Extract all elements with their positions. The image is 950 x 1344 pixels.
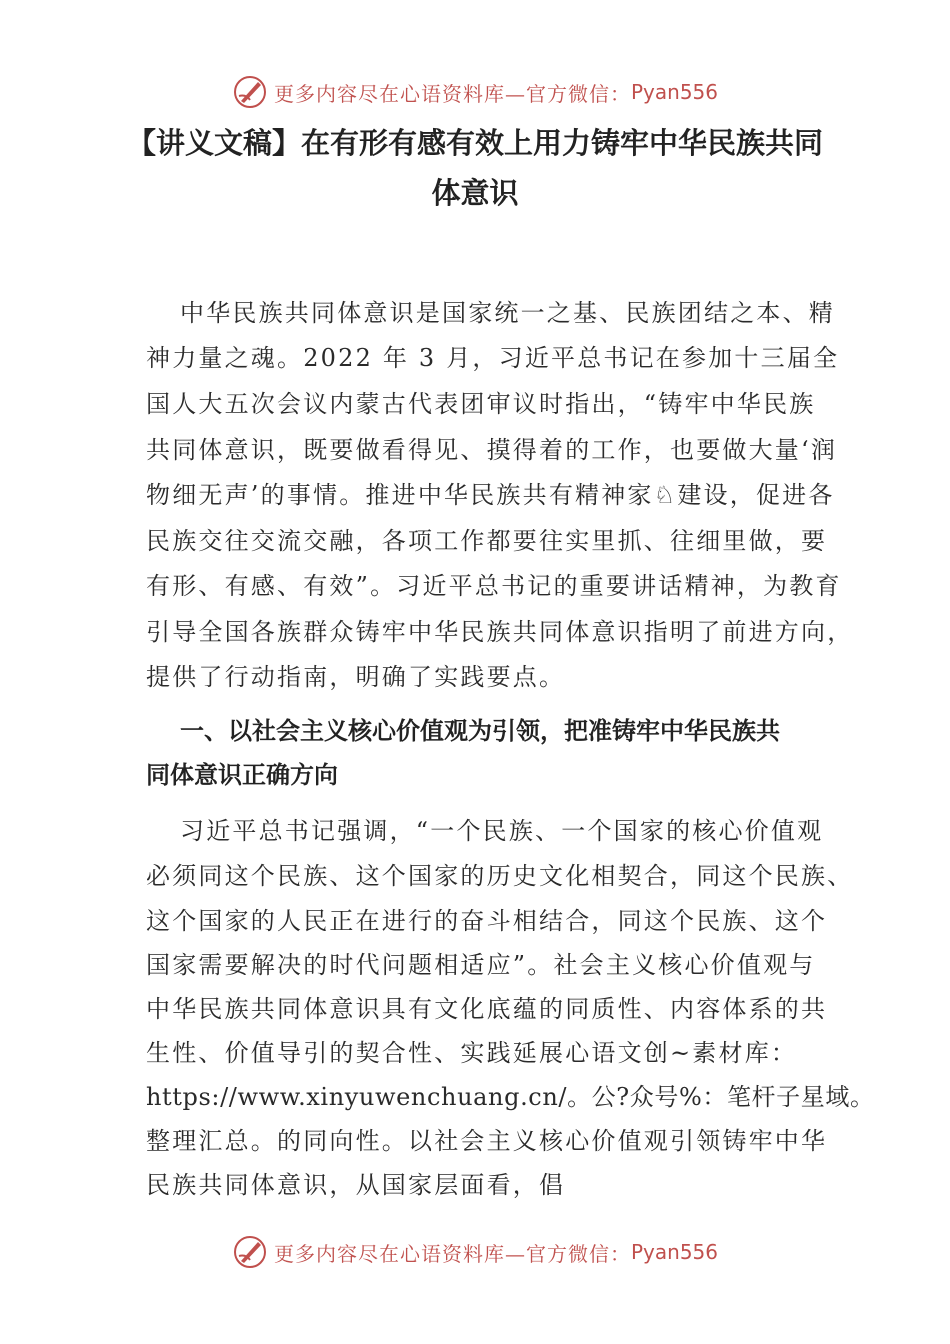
banner-wechat-id: Pyan556 [630,1240,718,1264]
quill-pen-icon [232,1234,268,1270]
text-line: 民族交往交流交融，各项工作都要往实里抓、往细里做，要 [146,527,828,555]
text-line: 整理汇总。的同向性。以社会主义核心价值观引领铸牢中华 [146,1127,828,1155]
banner-slogan: 更多内容尽在心语资料库—官方微信： [273,1241,631,1266]
text-line: 习近平总书记强调，“一个民族、一个国家的核心价值观 [180,817,824,845]
text-line: 物细无声’的事情。推进中华民族共有精神家♘建设，促进各 [146,481,835,509]
text-line: 有形、有感、有效”。习近平总书记的重要讲话精神，为教育 [146,572,842,600]
footer-banner [0,1232,950,1272]
text-line: 共同体意识，既要做看得见、摸得着的工作，也要做大量‘润 [146,436,838,464]
heading-line: 一、以社会主义核心价值观为引领，把准铸牢中华民族共 [180,717,780,745]
text-line: 引导全国各族群众铸牢中华民族共同体意识指明了前进方向， [146,618,854,646]
heading-line: 同体意识正确方向 [146,761,338,789]
title-line: 【讲义文稿】在有形有感有效上用力铸牢中华民族共同 [126,126,823,160]
text-line: 这个国家的人民正在进行的奋斗相结合，同这个民族、这个 [146,907,828,935]
banner-slogan: 更多内容尽在心语资料库—官方微信： [273,81,631,106]
text-line: 国家需要解决的时代问题相适应”。社会主义核心价值观与 [146,951,816,979]
text-line: 国人大五次会议内蒙古代表团审议时指出，“铸牢中华民族 [146,390,816,418]
text-line: 提供了行动指南，明确了实践要点。 [146,663,566,691]
text-line: 民族共同体意识，从国家层面看，倡 [146,1171,566,1199]
page-title [100,118,850,218]
text-line: 中华民族共同体意识是国家统一之基、民族团结之本、精 [180,299,835,327]
text-line: 中华民族共同体意识具有文化底蕴的同质性、内容体系的共 [146,995,828,1023]
text-line: https://www.xinyuwenchuang.cn/。公?众号%：笔杆子星域。 [146,1083,875,1111]
text-line: 必须同这个民族、这个国家的历史文化相契合，同这个民族、 [146,862,854,890]
title-line: 体意识 [431,176,519,210]
text-line: 神力量之魂。2022 年 3 月，习近平总书记在参加十三届全 [146,344,840,372]
banner-wechat-id: Pyan556 [630,80,718,104]
quill-pen-icon [232,74,268,110]
header-banner [0,72,950,112]
text-line: 生性、价值导引的契合性、实践延展心语文创~素材库： [146,1039,798,1067]
